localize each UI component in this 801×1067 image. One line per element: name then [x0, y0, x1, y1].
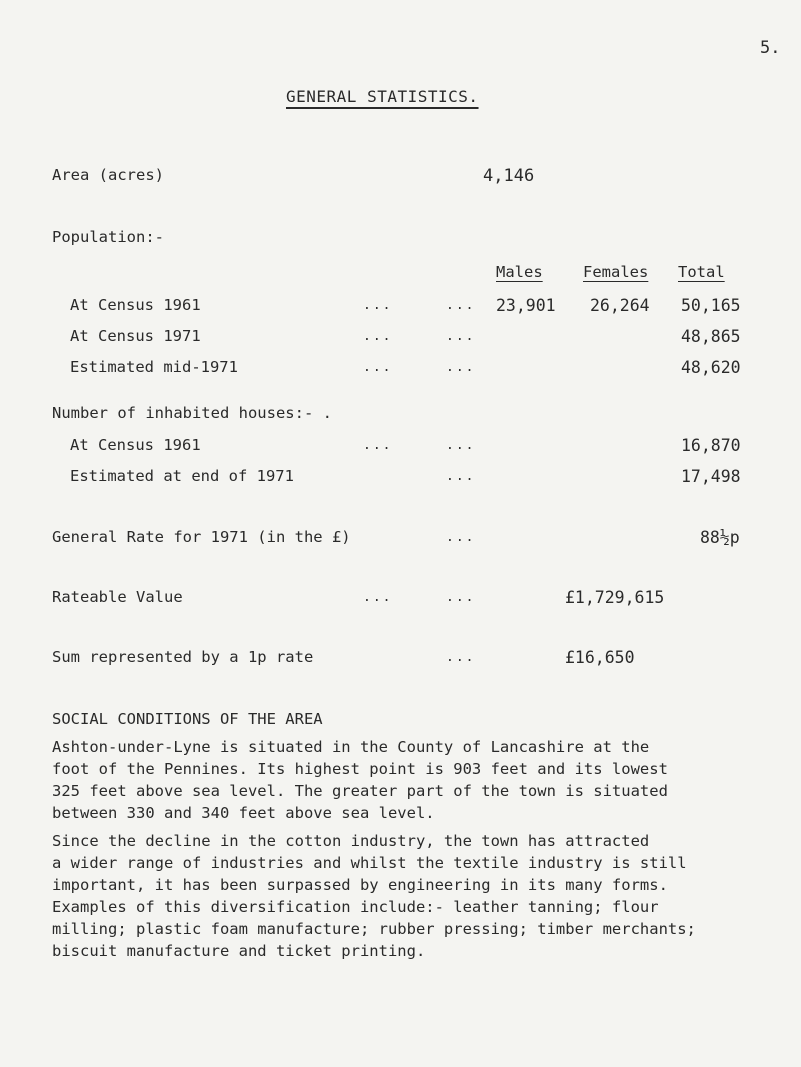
- houses-row-2-dots2: ...: [446, 469, 476, 484]
- pop-row-3-label: Estimated mid-1971: [70, 358, 238, 376]
- pop-row-1-dots2: ...: [446, 298, 476, 313]
- rateable-dots1: ...: [363, 590, 393, 605]
- houses-row-2-value: 17,498: [681, 467, 741, 486]
- houses-row-1-value: 16,870: [681, 436, 741, 455]
- pop-row-2-dots1: ...: [363, 329, 393, 344]
- social-heading: SOCIAL CONDITIONS OF THE AREA: [52, 710, 323, 728]
- pop-row-3-dots1: ...: [363, 360, 393, 375]
- houses-row-1-dots2: ...: [446, 438, 476, 453]
- rate-label: General Rate for 1971 (in the £): [52, 528, 351, 546]
- pop-row-2-dots2: ...: [446, 329, 476, 344]
- rateable-dots2: ...: [446, 590, 476, 605]
- page-title: GENERAL STATISTICS.: [286, 87, 479, 106]
- rate-dots: ...: [446, 530, 476, 545]
- para2-line-3: important, it has been surpassed by engineering in its many forms.: [52, 876, 668, 894]
- area-value: 4,146: [483, 166, 535, 186]
- para2-line-2: a wider range of industries and whilst the textile industry is still: [52, 854, 687, 872]
- pop-row-1-males: 23,901: [496, 296, 556, 315]
- col-header-total: Total: [678, 263, 725, 281]
- social-paragraph-1: [52, 736, 752, 824]
- pop-row-2-label: At Census 1971: [70, 327, 201, 345]
- area-label: Area (acres): [52, 166, 164, 184]
- houses-heading: Number of inhabited houses:- .: [52, 404, 332, 422]
- population-heading: Population:-: [52, 228, 164, 246]
- houses-row-1-dots1: ...: [363, 438, 393, 453]
- houses-row-1-label: At Census 1961: [70, 436, 201, 454]
- pop-row-3-total: 48,620: [681, 358, 741, 377]
- col-header-males: Males: [496, 263, 543, 281]
- para1-line-3: 325 feet above sea level. The greater part of the town is situated: [52, 782, 668, 800]
- sum-label: Sum represented by a 1p rate: [52, 648, 314, 666]
- para2-line-4: Examples of this diversification include:- leather tanning; flour: [52, 898, 659, 916]
- pop-row-2-total: 48,865: [681, 327, 741, 346]
- para2-line-5: milling; plastic foam manufacture; rubber pressing; timber merchants;: [52, 920, 696, 938]
- rateable-label: Rateable Value: [52, 588, 183, 606]
- sum-dots: ...: [446, 650, 476, 665]
- para2-line-6: biscuit manufacture and ticket printing.: [52, 942, 426, 960]
- col-header-females: Females: [583, 263, 649, 281]
- rate-value: 88½p: [700, 528, 740, 547]
- pop-row-1-label: At Census 1961: [70, 296, 201, 314]
- para1-line-2: foot of the Pennines. Its highest point is 903 feet and its lowest: [52, 760, 668, 778]
- para1-line-4: between 330 and 340 feet above sea level.: [52, 804, 435, 822]
- para1-line-1: Ashton-under-Lyne is situated in the County of Lancashire at the: [52, 738, 650, 756]
- pop-row-1-dots1: ...: [363, 298, 393, 313]
- social-paragraph-2: [52, 830, 752, 962]
- pop-row-1-total: 50,165: [681, 296, 741, 315]
- pop-row-3-dots2: ...: [446, 360, 476, 375]
- houses-row-2-label: Estimated at end of 1971: [70, 467, 294, 485]
- pop-row-1-females: 26,264: [590, 296, 650, 315]
- page-number: 5.: [760, 38, 781, 58]
- sum-value: £16,650: [565, 648, 635, 667]
- para2-line-1: Since the decline in the cotton industry, the town has attracted: [52, 832, 650, 850]
- rateable-value: £1,729,615: [565, 588, 665, 607]
